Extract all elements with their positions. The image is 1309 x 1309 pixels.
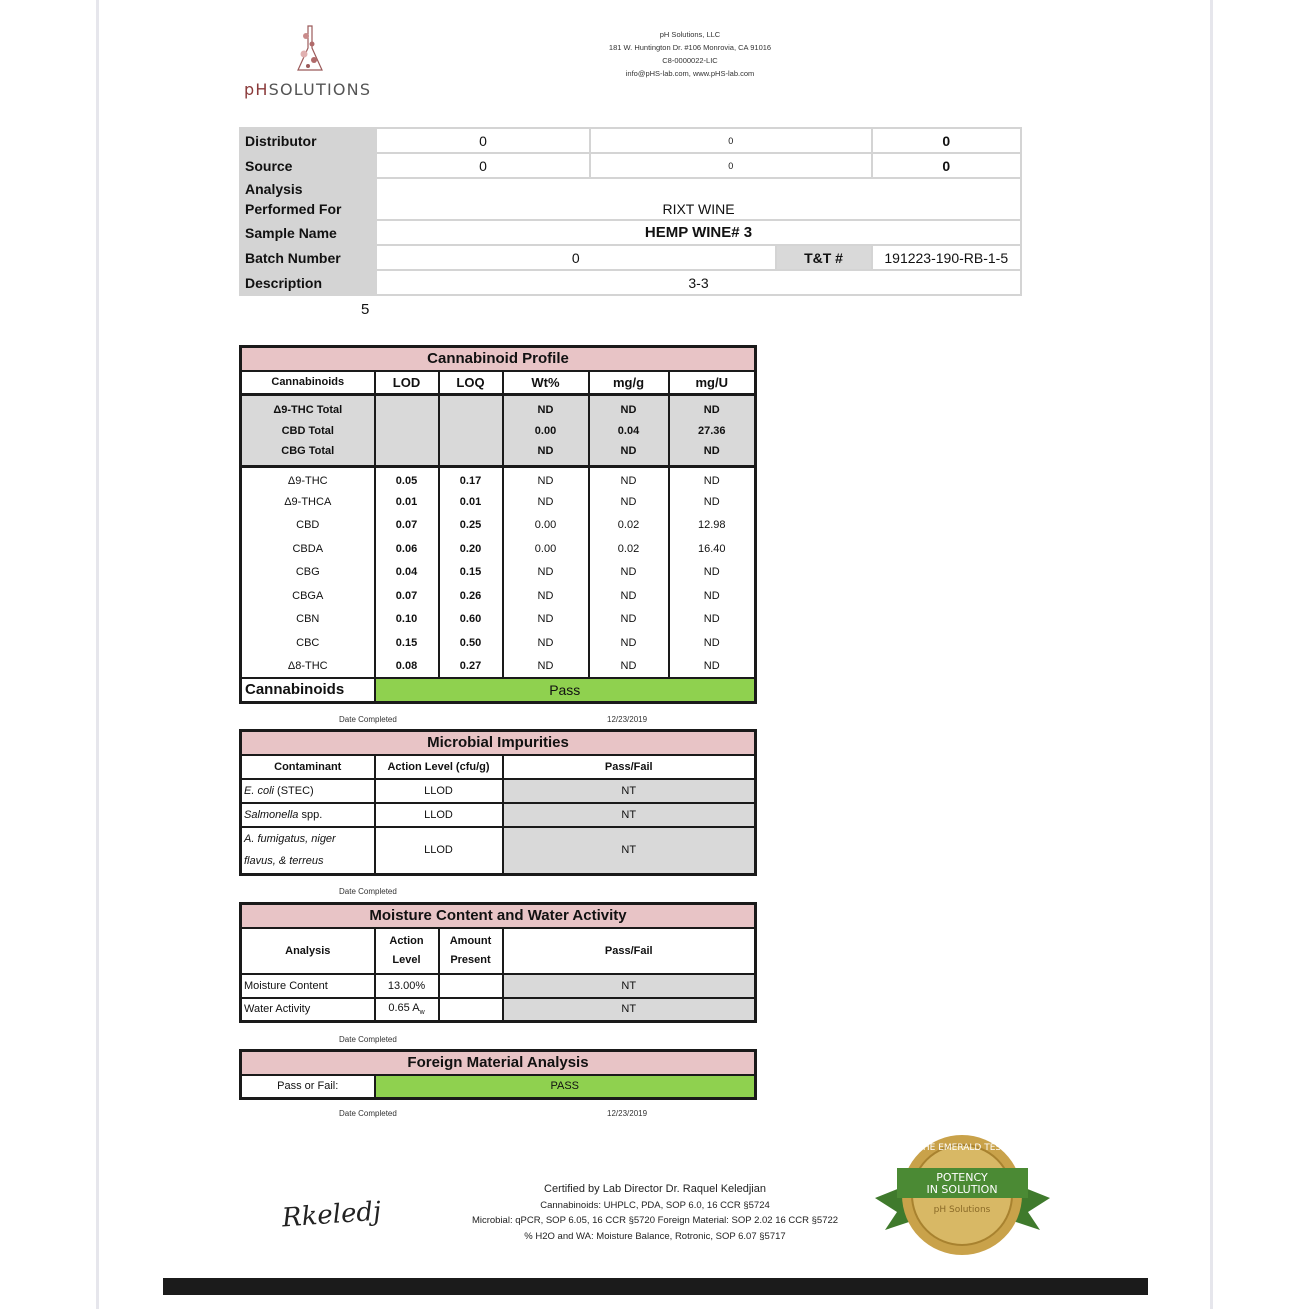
cannabinoid-row [241, 467, 756, 491]
cannabinoid-row [241, 490, 756, 514]
col-analysis: Analysis [241, 928, 375, 974]
cannabinoid-rows [241, 467, 756, 679]
col-mgg: mg/g [589, 371, 669, 395]
microbial-row-salmonella: Salmonella spp. [241, 803, 375, 827]
cannabinoid-date-label: Date Completed [339, 715, 397, 724]
foreign-date-value: 12/23/2019 [607, 1109, 648, 1118]
cannabinoid-mgg: ND [589, 655, 669, 679]
cannabinoid-wt: 0.00 [503, 537, 589, 561]
microbial-result-salmonella: NT [503, 803, 756, 827]
method-microbial: Microbial: qPCR, SOP 6.05, 16 CCR §5720 Foreign Material: SOP 2.02 16 CCR §5722 [471, 1215, 839, 1226]
cannabinoid-lod: 0.05 [375, 467, 439, 491]
lab-license: C8-0000022-LIC [662, 56, 718, 65]
svg-text:IN SOLUTION: IN SOLUTION [926, 1183, 998, 1196]
microbial-level-aspergillus: LLOD [375, 827, 503, 875]
certified-by: Certified by Lab Director Dr. Raquel Keledjian [544, 1183, 766, 1195]
total-loq [439, 395, 503, 420]
analysis-label-line2: Performed For [245, 201, 342, 217]
microbial-level-salmonella: LLOD [375, 803, 503, 827]
tt-label: T&T # [776, 245, 872, 270]
distributor-label: Distributor [240, 128, 376, 153]
page-edge-left [96, 0, 99, 1309]
sample-name-label: Sample Name [240, 220, 376, 245]
cannabinoid-loq: 0.27 [439, 655, 503, 679]
distributor-value-3: 0 [872, 128, 1021, 153]
cannabinoid-mgg: 0.02 [589, 514, 669, 538]
batch-number-label: Batch Number [240, 245, 376, 270]
cannabinoid-mgg: ND [589, 467, 669, 491]
cannabinoid-total-row [241, 442, 756, 467]
cannabinoid-loq: 0.17 [439, 467, 503, 491]
total-lod [375, 442, 439, 467]
cannabinoid-wt: ND [503, 561, 589, 585]
col-loq: LOQ [439, 371, 503, 395]
total-mgu: ND [669, 395, 756, 420]
col-wt: Wt% [503, 371, 589, 395]
source-label: Source [240, 153, 376, 178]
description-value: 3-3 [376, 270, 1021, 295]
source-value-1: 0 [376, 153, 590, 178]
water-activity-amount [439, 998, 503, 1022]
cannabinoid-loq: 0.26 [439, 584, 503, 608]
cannabinoid-mgu: ND [669, 584, 756, 608]
moisture-table [239, 902, 757, 1023]
cannabinoid-lod: 0.15 [375, 631, 439, 655]
cannabinoid-mgu: 16.40 [669, 537, 756, 561]
cannabinoid-lod: 0.07 [375, 514, 439, 538]
cannabinoid-date-value: 12/23/2019 [607, 715, 648, 724]
microbial-row-ecoli: E. coli (STEC) [241, 779, 375, 803]
total-lod [375, 395, 439, 420]
foreign-material-result: PASS [375, 1075, 756, 1099]
certification-block [455, 1182, 855, 1244]
cannabinoid-lod: 0.04 [375, 561, 439, 585]
col-pass-fail: Pass/Fail [503, 755, 756, 779]
source-row [240, 153, 1021, 178]
col-action-level: Action Level (cfu/g) [375, 755, 503, 779]
cannabinoid-profile-title: Cannabinoid Profile [241, 347, 756, 371]
cannabinoid-row [241, 537, 756, 561]
cannabinoid-mgu: 12.98 [669, 514, 756, 538]
moisture-title: Moisture Content and Water Activity [241, 904, 756, 928]
cannabinoid-name: Δ9-THC [241, 467, 375, 491]
cannabinoid-row [241, 608, 756, 632]
batch-number-value: 0 [376, 245, 776, 270]
foreign-material-table [239, 1049, 757, 1100]
cannabinoid-loq: 0.15 [439, 561, 503, 585]
microbial-date-label: Date Completed [339, 887, 397, 896]
total-loq [439, 442, 503, 467]
cannabinoid-mgg: ND [589, 631, 669, 655]
company-logo-text: pHSOLUTIONS [244, 80, 372, 99]
moisture-content-level: 13.00% [375, 974, 439, 998]
cannabinoid-loq: 0.01 [439, 490, 503, 514]
cannabinoid-wt: ND [503, 467, 589, 491]
total-name: CBD Total [241, 420, 375, 442]
col-contaminant: Contaminant [241, 755, 375, 779]
cannabinoid-wt: ND [503, 608, 589, 632]
svg-text:POTENCY: POTENCY [936, 1171, 988, 1184]
cannabinoid-mgg: ND [589, 584, 669, 608]
cannabinoid-mgg: 0.02 [589, 537, 669, 561]
cannabinoid-name: CBD [241, 514, 375, 538]
cannabinoid-row [241, 584, 756, 608]
cannabinoid-lod: 0.07 [375, 584, 439, 608]
lab-contact-block [520, 28, 860, 80]
col-lod: LOD [375, 371, 439, 395]
cannabinoid-mgu: ND [669, 655, 756, 679]
cannabinoid-mgg: ND [589, 608, 669, 632]
cannabinoid-mgu: ND [669, 608, 756, 632]
cannabinoid-name: Δ9-THCA [241, 490, 375, 514]
cannabinoid-lod: 0.06 [375, 537, 439, 561]
water-activity-result: NT [503, 998, 756, 1022]
cannabinoid-name: CBDA [241, 537, 375, 561]
foreign-material-label: Pass or Fail: [241, 1075, 375, 1099]
source-value-3: 0 [872, 153, 1021, 178]
svg-text:pH Solutions: pH Solutions [933, 1205, 991, 1215]
cannabinoid-row [241, 655, 756, 679]
microbial-title: Microbial Impurities [241, 731, 756, 755]
analysis-value: RIXT WINE [376, 178, 1021, 220]
cannabinoid-row [241, 631, 756, 655]
distributor-value-1: 0 [376, 128, 590, 153]
cannabinoid-name: CBC [241, 631, 375, 655]
cannabinoid-row [241, 561, 756, 585]
moisture-date-label: Date Completed [339, 1035, 397, 1044]
sample-name-value: HEMP WINE# 3 [376, 220, 1021, 245]
total-mgg: 0.04 [589, 420, 669, 442]
total-wt: ND [503, 442, 589, 467]
cannabinoid-name: Δ8-THC [241, 655, 375, 679]
col-action-level: Action Level [375, 928, 439, 974]
svg-text:THE EMERALD TEST: THE EMERALD TEST [917, 1143, 1007, 1153]
cannabinoid-loq: 0.20 [439, 537, 503, 561]
distributor-value-2: 0 [590, 128, 872, 153]
total-lod [375, 420, 439, 442]
method-cannabinoids: Cannabinoids: UHPLC, PDA, SOP 6.0, 16 CCR §5724 [540, 1199, 770, 1211]
source-value-2: 0 [590, 153, 872, 178]
total-mgg: ND [589, 442, 669, 467]
cannabinoid-wt: ND [503, 584, 589, 608]
analysis-label-line1: Analysis [245, 181, 303, 197]
total-name: Δ9-THC Total [241, 395, 375, 420]
analysis-label [240, 178, 376, 220]
cannabinoid-total-row [241, 395, 756, 420]
cannabinoid-profile-table [239, 345, 757, 704]
total-mgg: ND [589, 395, 669, 420]
cannabinoid-total-row [241, 420, 756, 442]
cannabinoid-mgg: ND [589, 561, 669, 585]
analysis-row [240, 178, 1021, 220]
cannabinoid-result-badge: Pass [375, 678, 756, 702]
batch-row [240, 245, 1021, 270]
cannabinoid-totals [241, 395, 756, 467]
distributor-row [240, 128, 1021, 153]
total-wt: ND [503, 395, 589, 420]
cannabinoid-name: CBG [241, 561, 375, 585]
page-edge-right [1210, 0, 1213, 1309]
microbial-result-ecoli: NT [503, 779, 756, 803]
water-activity-label: Water Activity [241, 998, 375, 1022]
cannabinoid-mgu: ND [669, 467, 756, 491]
sample-row [240, 220, 1021, 245]
total-wt: 0.00 [503, 420, 589, 442]
cannabinoid-lod: 0.08 [375, 655, 439, 679]
water-activity-level: 0.65 $A_w$ [375, 998, 439, 1022]
cannabinoid-name: CBGA [241, 584, 375, 608]
moisture-content-result: NT [503, 974, 756, 998]
microbial-row-aspergillus: A. fumigatus, niger flavus, & terreus [241, 827, 375, 875]
moisture-content-amount [439, 974, 503, 998]
cannabinoid-loq: 0.50 [439, 631, 503, 655]
moisture-content-label: Moisture Content [241, 974, 375, 998]
description-row [240, 270, 1021, 295]
total-loq [439, 420, 503, 442]
bottom-bar [163, 1278, 1148, 1295]
cannabinoid-lod: 0.01 [375, 490, 439, 514]
col-amount-present: Amount Present [439, 928, 503, 974]
cannabinoid-name: CBN [241, 608, 375, 632]
cannabinoid-wt: ND [503, 631, 589, 655]
cannabinoid-result-label: Cannabinoids [241, 678, 375, 702]
emerald-test-seal-icon [875, 1130, 1050, 1260]
cannabinoid-loq: 0.60 [439, 608, 503, 632]
total-name: CBG Total [241, 442, 375, 467]
cannabinoid-lod: 0.10 [375, 608, 439, 632]
cannabinoid-wt: 0.00 [503, 514, 589, 538]
microbial-result-aspergillus: NT [503, 827, 756, 875]
cannabinoid-wt: ND [503, 490, 589, 514]
microbial-level-ecoli: LLOD [375, 779, 503, 803]
reference-number: 5 [361, 301, 370, 318]
cannabinoid-loq: 0.25 [439, 514, 503, 538]
total-mgu: ND [669, 442, 756, 467]
lab-name: pH Solutions, LLC [659, 30, 721, 39]
tt-value: 191223-190-RB-1-5 [872, 245, 1021, 270]
col-pass-fail: Pass/Fail [503, 928, 756, 974]
col-mgu: mg/U [669, 371, 756, 395]
cannabinoid-mgu: ND [669, 490, 756, 514]
cannabinoid-mgg: ND [589, 490, 669, 514]
cannabinoid-mgu: ND [669, 631, 756, 655]
foreign-date-label: Date Completed [339, 1109, 397, 1118]
description-label: Description [240, 270, 376, 295]
total-mgu: 27.36 [669, 420, 756, 442]
lab-address: 181 W. Huntington Dr. #106 Monrovia, CA 91016 [608, 43, 772, 52]
lab-contact: info@pHS-lab.com, www.pHS-lab.com [625, 69, 755, 78]
cannabinoid-wt: ND [503, 655, 589, 679]
microbial-impurities-table [239, 729, 757, 876]
director-signature: Rkeledj [281, 1196, 383, 1234]
foreign-material-title: Foreign Material Analysis [241, 1051, 756, 1075]
cannabinoid-row [241, 514, 756, 538]
method-moisture: % H2O and WA: Moisture Balance, Rotronic, SOP 6.07 §5717 [524, 1230, 786, 1242]
col-cannabinoids: Cannabinoids [241, 371, 375, 395]
cannabinoid-mgu: ND [669, 561, 756, 585]
sample-info-table [239, 127, 1022, 296]
